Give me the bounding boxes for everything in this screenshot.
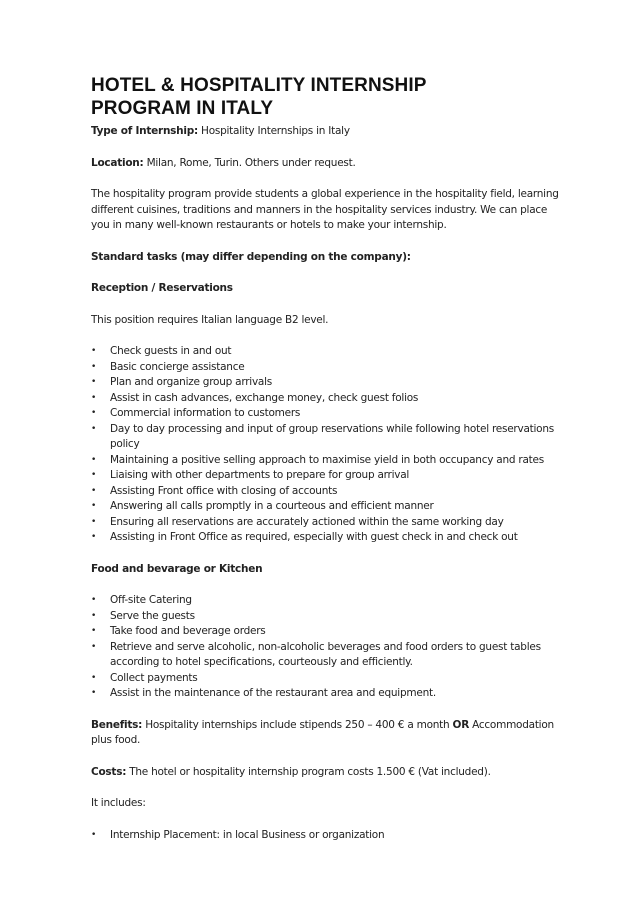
reception-task-item (91, 499, 561, 515)
bullet-icon: • (91, 610, 97, 621)
bullet-icon: • (91, 423, 97, 434)
benefits-paragraph (91, 718, 561, 749)
reception-task-item-text: Ensuring all reservations are accurately actioned within the same working day (110, 515, 504, 528)
reception-task-item (91, 391, 561, 407)
reception-task-item (91, 515, 561, 531)
bullet-icon: • (91, 361, 97, 372)
reception-task-item-text: Commercial information to customers (110, 407, 301, 419)
bullet-icon: • (91, 595, 97, 605)
reception-task-item-text: Assisting Front office with closing of accounts (110, 484, 338, 497)
food-task-item-text: Serve the guests (110, 609, 195, 622)
reception-task-item (91, 344, 561, 360)
food-task-item (91, 686, 561, 702)
includes-item-text: Internship Placement: in local Business or organization (110, 828, 385, 841)
reception-requirement: This position requires Italian language B2 level. (91, 313, 329, 326)
bullet-icon: • (91, 672, 97, 683)
food-task-item-text: Off-site Catering (110, 594, 192, 606)
bullet-icon: • (91, 408, 97, 418)
reception-task-item (91, 375, 561, 391)
bullet-icon: • (91, 454, 97, 465)
food-task-item-text: Take food and beverage orders (110, 625, 266, 637)
food-task-item-text: Retrieve and serve alcoholic, non-alcoholic beverages and food orders to guest tables according to hotel specifications, courteously and efficiently. (110, 640, 541, 668)
reception-task-item (91, 406, 561, 422)
reception-heading: Reception / Reservations (91, 282, 233, 294)
reception-task-item-text: Basic concierge assistance (110, 360, 245, 373)
reception-task-list (91, 344, 561, 546)
reception-task-item-text: Liaising with other departments to prepare for group arrival (110, 469, 410, 481)
reception-task-item-text: Day to day processing and input of group reservations while following hotel reservations policy (110, 422, 554, 450)
standard-tasks-heading: Standard tasks (may differ depending on the company): (91, 250, 411, 263)
page-title (91, 74, 561, 120)
food-task-item-text: Collect payments (110, 671, 198, 684)
reception-task-item (91, 484, 561, 500)
bullet-icon: • (91, 532, 97, 542)
costs-paragraph (91, 765, 561, 781)
food-task-item (91, 624, 561, 640)
food-heading: Food and bevarage or Kitchen (91, 562, 263, 575)
food-task-list (91, 593, 561, 702)
costs-label: Costs: (91, 765, 127, 778)
intro-paragraph: The hospitality program provide students a global experience in the hospitality field, learning different cuisines, traditions and manners in the hospitality services industry. We can place you in many well-known restaurants or hotels to make your internship. (91, 188, 559, 231)
bullet-icon: • (91, 626, 97, 636)
bullet-icon: • (91, 377, 97, 387)
bullet-icon: • (91, 641, 97, 652)
includes-label: It includes: (91, 797, 146, 809)
reception-task-item-text: Assist in cash advances, exchange money, check guest folios (110, 391, 419, 404)
bullet-icon: • (91, 829, 97, 840)
reception-task-item (91, 360, 561, 376)
bullet-icon: • (91, 392, 97, 403)
location (91, 156, 561, 172)
bullet-icon: • (91, 688, 97, 698)
reception-task-item (91, 453, 561, 469)
costs-text: The hotel or hospitality internship program costs 1.500 € (Vat included). (126, 765, 491, 778)
reception-task-item-text: Maintaining a positive selling approach to maximise yield in both occupancy and rates (110, 453, 544, 466)
location-value: Milan, Rome, Turin. Others under request. (143, 156, 356, 169)
reception-task-item-text: Assisting in Front Office as required, especially with guest check in and check out (110, 531, 518, 543)
bullet-icon: • (91, 516, 97, 527)
includes-list (91, 828, 561, 844)
title-line-1: HOTEL & HOSPITALITY INTERNSHIP (91, 75, 427, 96)
benefits-label: Benefits: (91, 718, 143, 731)
food-task-item (91, 640, 561, 671)
food-task-item (91, 593, 561, 609)
type-label: Type of Internship: (91, 125, 198, 137)
location-label: Location: (91, 156, 144, 169)
reception-task-item (91, 422, 561, 453)
food-task-item (91, 609, 561, 625)
benefits-text-a: Hospitality internships include stipends 250 – 400 € a month (142, 718, 453, 731)
type-of-internship (91, 124, 561, 140)
reception-task-item-text: Plan and organize group arrivals (110, 376, 272, 388)
reception-task-item-text: Check guests in and out (110, 345, 232, 357)
title-line-2: PROGRAM IN ITALY (91, 98, 274, 119)
includes-item (91, 828, 561, 844)
food-task-item-text: Assist in the maintenance of the restaurant area and equipment. (110, 687, 436, 699)
reception-task-item (91, 530, 561, 546)
bullet-icon: • (91, 346, 97, 356)
type-value: Hospitality Internships in Italy (197, 125, 350, 137)
benefits-or: OR (452, 718, 470, 731)
bullet-icon: • (91, 485, 97, 496)
reception-task-item-text: Answering all calls promptly in a courteous and efficient manner (110, 500, 434, 512)
food-task-item (91, 671, 561, 687)
bullet-icon: • (91, 470, 97, 480)
document-content (91, 74, 561, 859)
bullet-icon: • (91, 501, 97, 511)
benefits-text-b: Accommodation plus food. (91, 718, 554, 746)
reception-task-item (91, 468, 561, 484)
